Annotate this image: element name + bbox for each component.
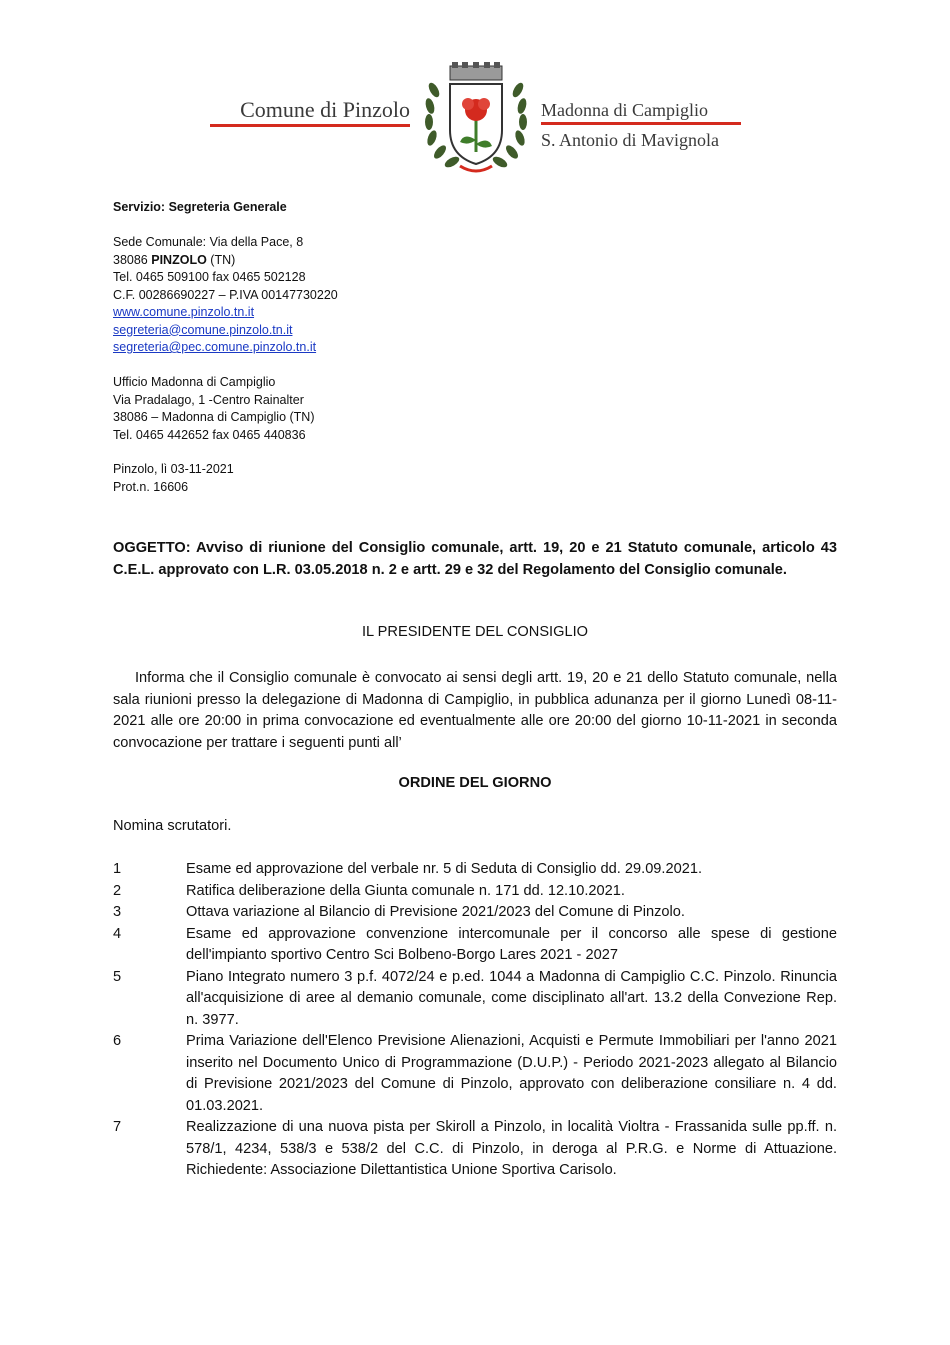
fraction-mavignola: S. Antonio di Mavignola — [541, 130, 720, 150]
list-item — [113, 881, 837, 903]
list-item — [113, 924, 837, 967]
office-phone: Tel. 0465 442652 fax 0465 440836 — [113, 427, 306, 442]
fraction-campiglio: Madonna di Campiglio — [541, 100, 708, 120]
item-text: Piano Integrato numero 3 p.f. 4072/24 e p.ed. 1044 a Madonna di Campiglio C.C. Pinzolo. Rinuncia all'acquisizione di aree al demanio comunale, come disciplinato all'art. 13.2 della Convezione Rep. n. 3977. — [186, 968, 837, 1028]
office-name: Ufficio Madonna di Campiglio — [113, 375, 276, 389]
meta-block — [113, 461, 234, 496]
item-text: Ottava variazione al Bilancio di Previsione 2021/2023 del Comune di Pinzolo. — [186, 904, 685, 920]
hq-city: PINZOLO — [151, 252, 207, 267]
item-text: Ratifica deliberazione della Giunta comunale n. 171 dd. 12.10.2021. — [186, 882, 625, 899]
item-number: 2 — [113, 882, 122, 899]
hq-tax-ids: C.F. 00286690227 – P.IVA 00147730220 — [113, 287, 338, 302]
pec-link[interactable]: segreteria@pec.comune.pinzolo.tn.it — [113, 340, 317, 354]
item-number: 3 — [113, 904, 122, 920]
hq-city-line — [113, 252, 338, 270]
service-label: Servizio: Segreteria Generale — [113, 200, 287, 214]
hq-address: Sede Comunale: Via della Pace, 8 — [113, 235, 304, 249]
item-number: 4 — [113, 925, 122, 942]
website-link[interactable]: www.comune.pinzolo.tn.it — [113, 305, 255, 319]
accent-rule-right — [541, 122, 741, 125]
hq-phone: Tel. 0465 509100 fax 0465 502128 — [113, 270, 306, 284]
list-item — [113, 859, 837, 881]
list-item — [113, 902, 837, 924]
protocol-number: Prot.n. 16606 — [113, 479, 189, 494]
agenda-title: ORDINE DEL GIORNO — [398, 775, 552, 791]
item-number: 5 — [113, 968, 122, 985]
hq-province: (TN) — [210, 252, 236, 267]
accent-rule-left — [210, 124, 410, 127]
office-address: Via Pradalago, 1 -Centro Rainalter — [113, 392, 304, 407]
office-block — [113, 374, 315, 444]
office-city: 38086 – Madonna di Campiglio (TN) — [113, 410, 315, 424]
item-text: Esame ed approvazione del verbale nr. 5 di Seduta di Consiglio dd. 29.09.2021. — [186, 861, 702, 877]
email-link[interactable]: segreteria@comune.pinzolo.tn.it — [113, 322, 293, 337]
municipality-name: Comune di Pinzolo — [240, 97, 410, 122]
headquarters-block — [113, 234, 338, 357]
coat-of-arms-icon — [420, 60, 532, 178]
item-text: Realizzazione di una nuova pista per Skiroll a Pinzolo, in località Violtra - Frassanida sulle pp.ff. n. 578/1, 4234, 538/3 e 538/2 del C.C. di Pinzolo, in deroga al P.R.G. e Norme di Attuazione. Richiedente: Associazione Dilettantistica Unione Sportiva Carisolo. — [186, 1119, 837, 1178]
informa-paragraph: Informa che il Consiglio comunale è convocato ai sensi degli artt. 19, 20 e 21 dello Statuto comunale, nella sala riunioni presso la delegazione di Madonna di Campiglio, in pubblica adunanza per il giorno Lunedì 08-11-2021 alle ore 20:00 in prima convocazione ed eventualmente alle ore 20:00 del giorno 10-11-2021 in seconda convocazione per trattare i seguenti punti all’ — [113, 670, 837, 751]
item-number: 6 — [113, 1033, 122, 1049]
hq-postcode: 38086 — [113, 252, 148, 267]
item-number: 7 — [113, 1119, 122, 1135]
letterhead-right — [541, 99, 741, 151]
item-text: Prima Variazione dell'Elenco Previsione Alienazioni, Acquisti e Permute Immobiliari per l'anno 2021 inserito nel Documento Unico di Programmazione (D.U.P.) - Periodo 2021-2023 allegato al Bilancio di Previsione 2021/2023 del Comune di Pinzolo, approvato con deliberazione consiliare n. 4 dd. 01.03.2021. — [186, 1033, 837, 1114]
list-item — [113, 1031, 837, 1117]
list-item — [113, 967, 837, 1032]
subject-paragraph: OGGETTO: Avviso di riunione del Consiglio comunale, artt. 19, 20 e 21 Statuto comunale, articolo 43 C.E.L. approvato con L.R. 03.05.2018 n. 2 e artt. 29 e 32 del Regolamento del Consiglio comunale. — [113, 540, 837, 578]
place-date: Pinzolo, lì 03-11-2021 — [113, 462, 234, 476]
item-text: Esame ed approvazione convenzione intercomunale per il concorso alle spese di gestione dell'impianto sportivo Centro Sci Bolbeno-Borgo Lares 2021 - 2027 — [186, 925, 837, 963]
list-item — [113, 1117, 837, 1182]
president-heading: IL PRESIDENTE DEL CONSIGLIO — [362, 624, 588, 640]
agenda-list — [113, 859, 837, 1182]
item-number: 1 — [113, 861, 122, 877]
nomina-line: Nomina scrutatori. — [113, 818, 232, 834]
letterhead-left — [210, 97, 410, 127]
